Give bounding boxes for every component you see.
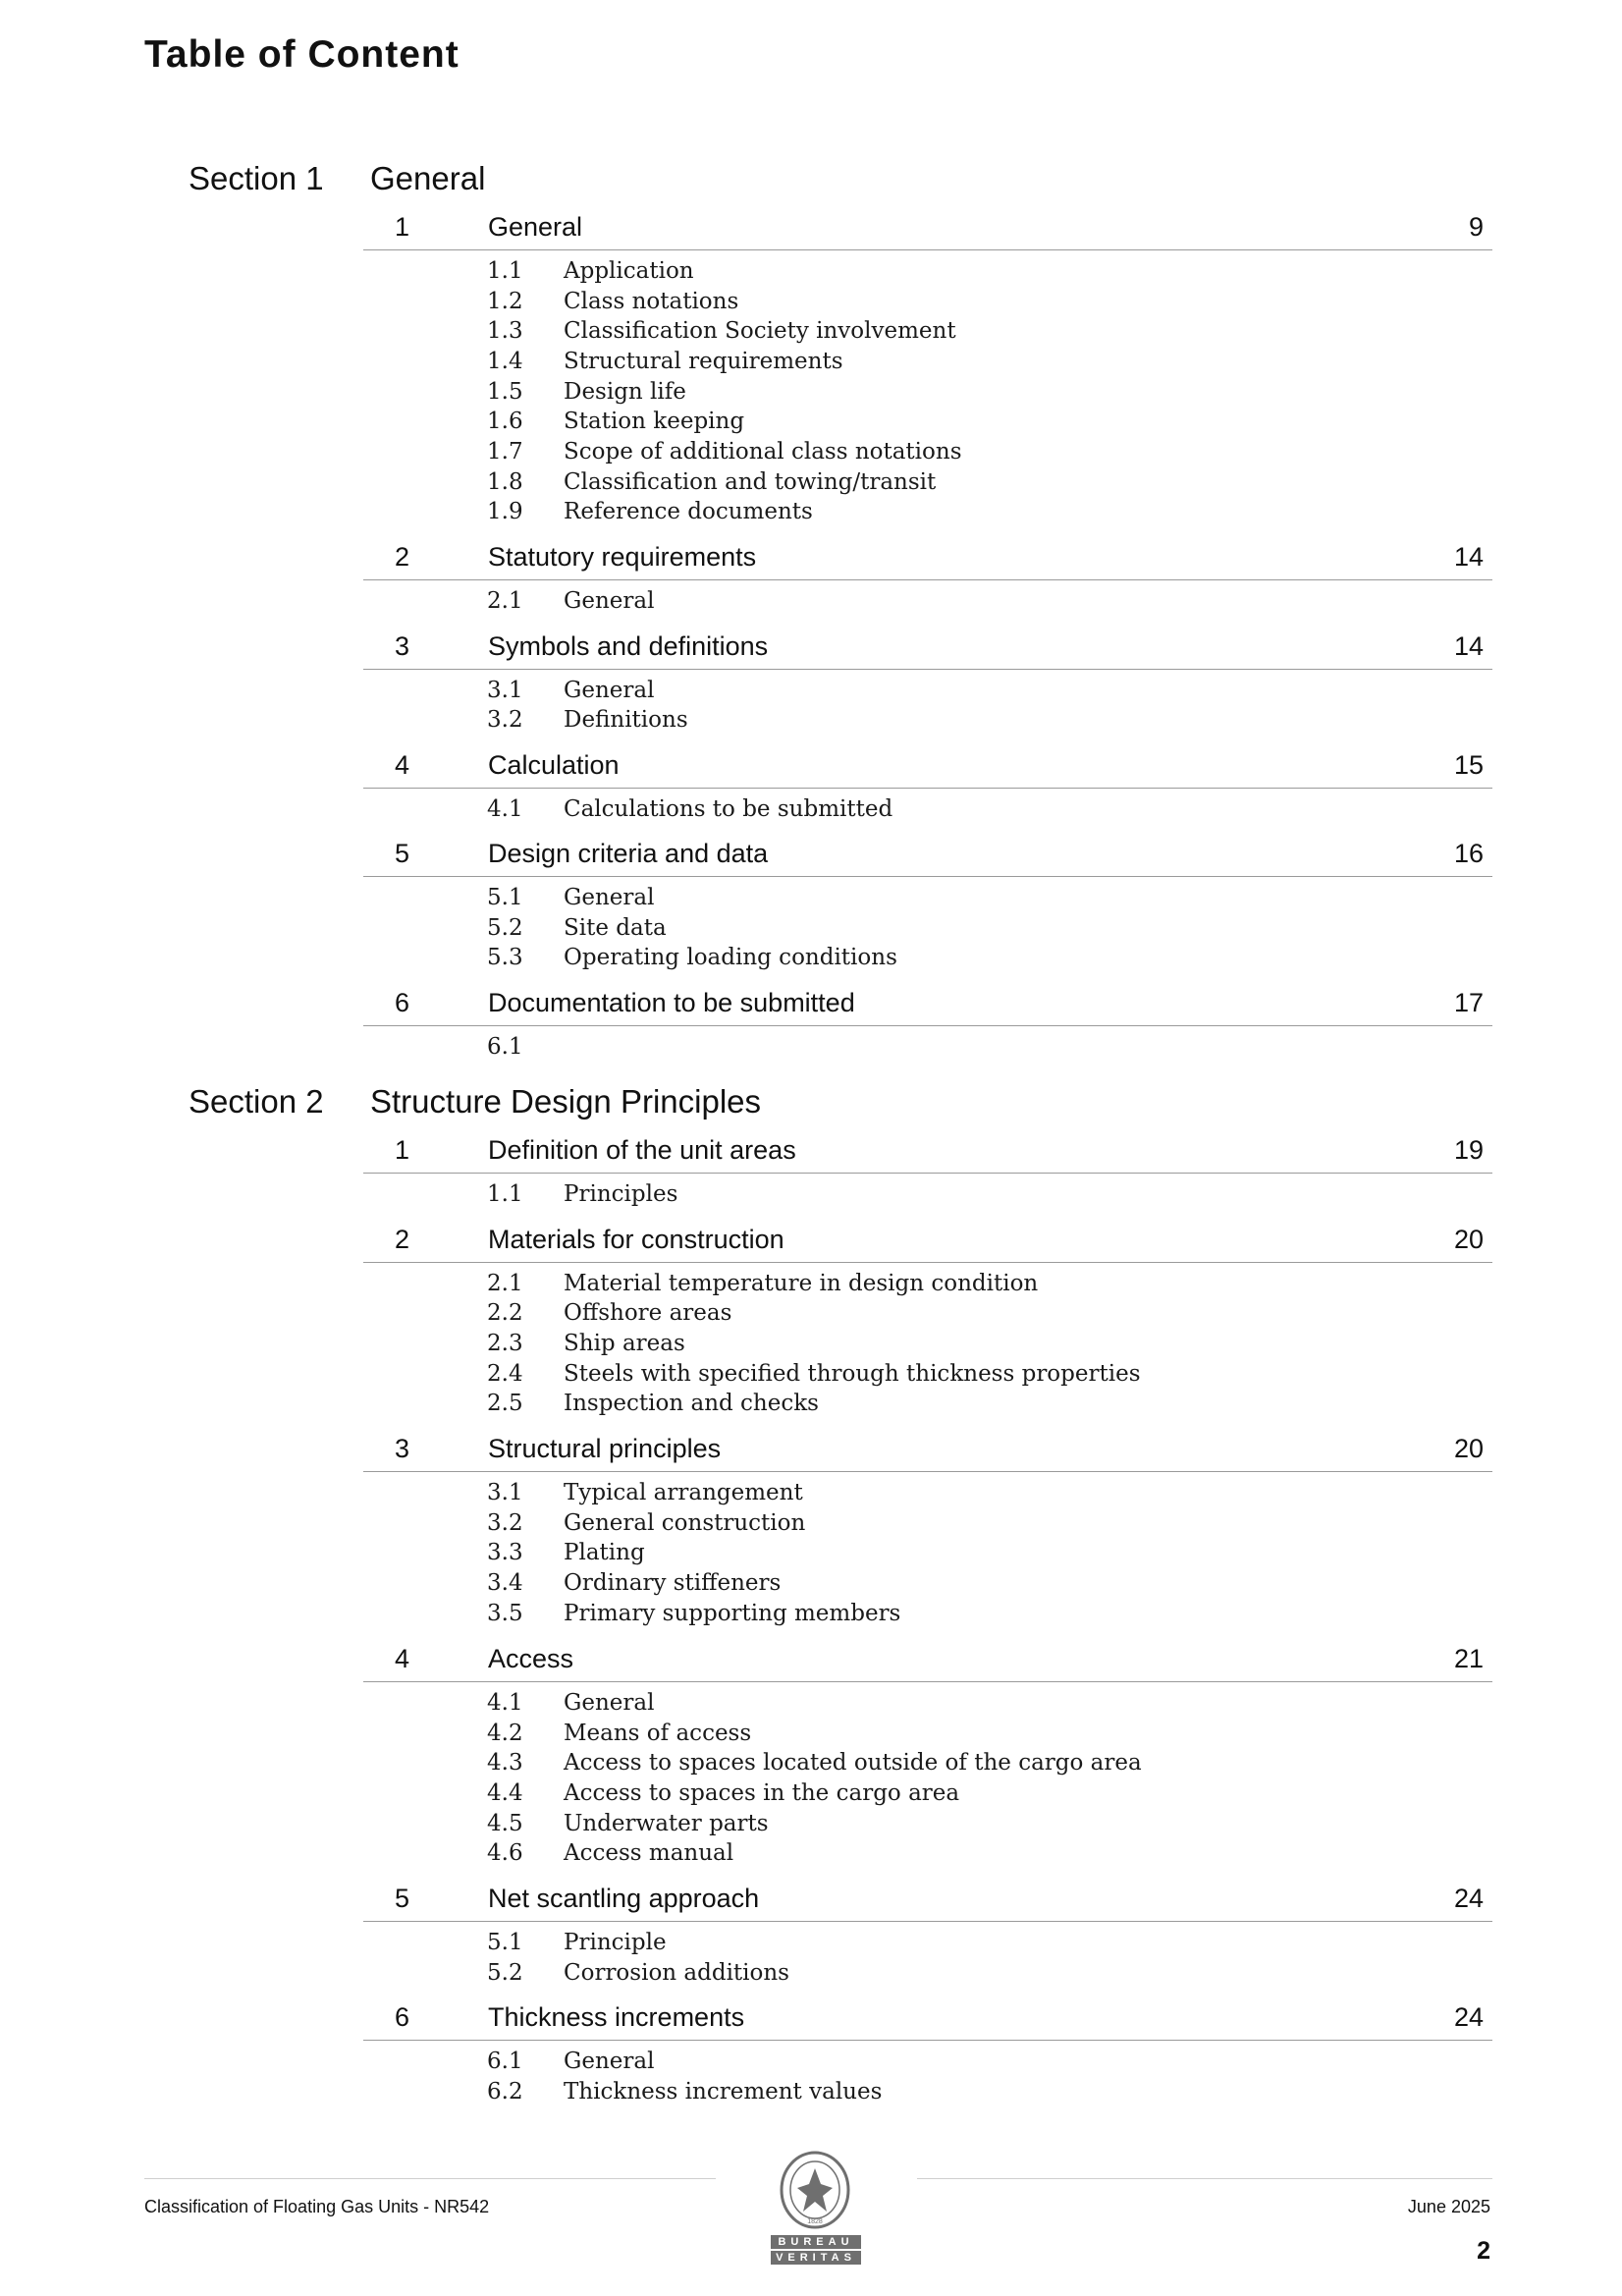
item-title: Scope of additional class notations: [564, 439, 962, 465]
section-label: Section 1: [189, 160, 324, 196]
item-number: 4.3: [487, 1750, 523, 1776]
item-number: 5.1: [487, 1930, 523, 1955]
toc-chapter-s1-5[interactable]: [363, 831, 1492, 877]
item-title: Corrosion additions: [564, 1960, 789, 1986]
page-number: 2: [1477, 2237, 1490, 2265]
item-title: General: [564, 2049, 655, 2074]
toc-item[interactable]: [0, 913, 1622, 943]
item-number: 5.2: [487, 915, 523, 941]
chapter-page: 14: [1453, 542, 1484, 572]
item-title: Access to spaces located outside of the cargo area: [564, 1750, 1142, 1776]
footer-divider-left: [144, 2178, 716, 2179]
toc-chapter-s2-4[interactable]: [363, 1636, 1492, 1682]
toc-item[interactable]: [0, 1359, 1622, 1389]
toc-item[interactable]: [0, 256, 1622, 286]
item-number: 3.4: [487, 1570, 523, 1596]
item-title: Class notations: [564, 289, 739, 314]
toc-item[interactable]: [0, 2047, 1622, 2076]
page-title: Table of Content: [144, 33, 460, 76]
item-number: 2.2: [487, 1300, 523, 1326]
item-title: General: [564, 588, 655, 614]
toc-item[interactable]: [0, 1329, 1622, 1358]
footer-divider-right: [917, 2178, 1492, 2179]
item-number: 3.2: [487, 1510, 523, 1536]
item-title: Definitions: [564, 707, 688, 733]
toc-chapter-s1-3[interactable]: [363, 624, 1492, 670]
toc-item[interactable]: [0, 1719, 1622, 1748]
section-title: General: [370, 160, 486, 196]
item-number: 6.1: [487, 1034, 523, 1060]
item-number: 3.2: [487, 707, 523, 733]
toc-item[interactable]: [0, 705, 1622, 735]
chapter-page: 16: [1453, 839, 1484, 868]
toc-item[interactable]: [0, 1389, 1622, 1418]
item-number: 2.4: [487, 1361, 523, 1387]
toc-chapter-s1-2[interactable]: [363, 534, 1492, 580]
chapter-title: Structural principles: [488, 1434, 722, 1463]
item-title: General: [564, 885, 655, 910]
section-2-header: [0, 1082, 1622, 1121]
toc-item[interactable]: [0, 1958, 1622, 1988]
toc-item[interactable]: [0, 1478, 1622, 1507]
item-title: Thickness increment values: [564, 2079, 883, 2105]
item-number: 4.6: [487, 1840, 523, 1866]
item-title: Primary supporting members: [564, 1601, 901, 1626]
toc-item[interactable]: [0, 407, 1622, 436]
item-number: 1.3: [487, 318, 523, 344]
chapter-number: 5: [395, 1884, 410, 1913]
chapter-page: 15: [1453, 750, 1484, 780]
item-title: Principle: [564, 1930, 667, 1955]
chapter-number: 1: [395, 1135, 410, 1165]
item-number: 2.5: [487, 1391, 523, 1416]
item-title: Station keeping: [564, 409, 745, 434]
chapter-page: 20: [1453, 1434, 1484, 1463]
toc-item[interactable]: [0, 467, 1622, 497]
item-number: 1.1: [487, 1181, 523, 1207]
item-number: 5.1: [487, 885, 523, 910]
item-number: 4.4: [487, 1780, 523, 1806]
toc-item[interactable]: [0, 883, 1622, 912]
section-label: Section 2: [189, 1083, 324, 1120]
item-number: 6.1: [487, 2049, 523, 2074]
toc-item[interactable]: [0, 1809, 1622, 1838]
toc-item[interactable]: [0, 1179, 1622, 1209]
toc-chapter-s2-1[interactable]: [363, 1127, 1492, 1174]
item-title: Structural requirements: [564, 349, 843, 374]
item-title: Typical arrangement: [564, 1480, 803, 1505]
item-number: 5.2: [487, 1960, 523, 1986]
toc-chapter-s2-3[interactable]: [363, 1426, 1492, 1472]
toc-item[interactable]: [0, 1032, 1622, 1062]
chapter-title: Statutory requirements: [488, 542, 757, 572]
item-title: Ordinary stiffeners: [564, 1570, 782, 1596]
item-title: Site data: [564, 915, 667, 941]
toc-chapter-s1-1[interactable]: [363, 204, 1492, 250]
toc-chapter-s2-5[interactable]: [363, 1876, 1492, 1922]
logo-band-bottom: VERITAS: [771, 2251, 861, 2265]
toc-item[interactable]: [0, 586, 1622, 616]
toc-item[interactable]: [0, 1538, 1622, 1567]
item-number: 1.5: [487, 379, 523, 405]
chapter-title: General: [488, 212, 583, 242]
toc-item[interactable]: [0, 1568, 1622, 1598]
item-title: General: [564, 678, 655, 703]
item-title: General: [564, 1690, 655, 1716]
item-number: 3.1: [487, 678, 523, 703]
item-number: 2.1: [487, 1271, 523, 1296]
chapter-page: 17: [1453, 988, 1484, 1017]
toc-chapter-s1-6[interactable]: [363, 980, 1492, 1026]
item-number: 2.1: [487, 588, 523, 614]
toc-item[interactable]: [0, 1838, 1622, 1868]
chapter-number: 2: [395, 1225, 410, 1254]
toc-item[interactable]: [0, 1508, 1622, 1538]
item-title: Ship areas: [564, 1331, 685, 1356]
item-title: Plating: [564, 1540, 645, 1565]
item-title: Access to spaces in the cargo area: [564, 1780, 960, 1806]
item-title: Principles: [564, 1181, 678, 1207]
item-number: 4.1: [487, 1690, 523, 1716]
toc-item[interactable]: [0, 377, 1622, 407]
chapter-page: 21: [1453, 1644, 1484, 1673]
item-title: Application: [564, 258, 694, 284]
toc-chapter-s1-4[interactable]: [363, 742, 1492, 789]
toc-chapter-s2-2[interactable]: [363, 1217, 1492, 1263]
toc-item[interactable]: [0, 437, 1622, 466]
toc-item[interactable]: [0, 347, 1622, 376]
chapter-number: 5: [395, 839, 410, 868]
item-title: Steels with specified through thickness properties: [564, 1361, 1141, 1387]
item-number: 3.1: [487, 1480, 523, 1505]
toc-item[interactable]: [0, 676, 1622, 705]
chapter-title: Definition of the unit areas: [488, 1135, 796, 1165]
item-title: Design life: [564, 379, 686, 405]
item-title: General construction: [564, 1510, 806, 1536]
logo-band-top: BUREAU: [771, 2235, 861, 2249]
item-number: 6.2: [487, 2079, 523, 2105]
item-number: 1.9: [487, 499, 523, 524]
item-title: Reference documents: [564, 499, 813, 524]
item-title: Access manual: [564, 1840, 734, 1866]
footer-date: June 2025: [1407, 2197, 1490, 2216]
toc-item[interactable]: [0, 1928, 1622, 1957]
chapter-title: Access: [488, 1644, 574, 1673]
chapter-number: 2: [395, 542, 410, 572]
footer-document-title: Classification of Floating Gas Units - NR542: [144, 2197, 490, 2216]
item-title: Operating loading conditions: [564, 945, 897, 970]
item-number: 4.1: [487, 796, 523, 822]
chapter-number: 1: [395, 212, 410, 242]
toc-item[interactable]: [0, 1599, 1622, 1628]
item-number: 1.2: [487, 289, 523, 314]
toc-item[interactable]: [0, 794, 1622, 824]
chapter-number: 3: [395, 1434, 410, 1463]
toc-item[interactable]: [0, 287, 1622, 316]
toc-chapter-s2-6[interactable]: [363, 1995, 1492, 2041]
item-title: Calculations to be submitted: [564, 796, 893, 822]
item-number: 1.6: [487, 409, 523, 434]
item-number: 4.2: [487, 1721, 523, 1746]
item-title: Underwater parts: [564, 1811, 769, 1836]
item-number: 1.7: [487, 439, 523, 465]
item-title: Inspection and checks: [564, 1391, 819, 1416]
chapter-number: 3: [395, 631, 410, 661]
chapter-title: Net scantling approach: [488, 1884, 760, 1913]
item-number: 1.8: [487, 469, 523, 495]
item-number: 4.5: [487, 1811, 523, 1836]
item-title: Classification Society involvement: [564, 318, 956, 344]
chapter-page: 9: [1468, 212, 1484, 242]
item-title: Material temperature in design condition: [564, 1271, 1039, 1296]
item-number: 5.3: [487, 945, 523, 970]
chapter-number: 4: [395, 1644, 410, 1673]
chapter-title: Calculation: [488, 750, 620, 780]
toc-item[interactable]: [0, 943, 1622, 972]
chapter-title: Materials for construction: [488, 1225, 784, 1254]
svg-text:1828: 1828: [807, 2218, 823, 2225]
chapter-title: Design criteria and data: [488, 839, 769, 868]
chapter-title: Thickness increments: [488, 2002, 745, 2032]
item-title: Means of access: [564, 1721, 752, 1746]
toc-item[interactable]: [0, 1778, 1622, 1808]
chapter-page: 20: [1453, 1225, 1484, 1254]
chapter-title: Symbols and definitions: [488, 631, 769, 661]
item-title: Classification and towing/transit: [564, 469, 937, 495]
item-number: 2.3: [487, 1331, 523, 1356]
item-number: 1.4: [487, 349, 523, 374]
section-title: Structure Design Principles: [370, 1083, 761, 1120]
item-number: 3.3: [487, 1540, 523, 1565]
toc-item[interactable]: [0, 2077, 1622, 2106]
toc-item[interactable]: [0, 316, 1622, 346]
chapter-number: 6: [395, 2002, 410, 2032]
chapter-number: 6: [395, 988, 410, 1017]
toc-item[interactable]: [0, 497, 1622, 526]
bureau-veritas-logo: [766, 2151, 864, 2267]
chapter-page: 24: [1453, 1884, 1484, 1913]
chapter-page: 14: [1453, 631, 1484, 661]
chapter-page: 24: [1453, 2002, 1484, 2032]
section-1-header: [0, 159, 1622, 198]
toc-item[interactable]: [0, 1748, 1622, 1777]
chapter-title: Documentation to be submitted: [488, 988, 855, 1017]
chapter-page: 19: [1453, 1135, 1484, 1165]
item-title: Offshore areas: [564, 1300, 732, 1326]
item-number: 1.1: [487, 258, 523, 284]
toc-item[interactable]: [0, 1298, 1622, 1328]
toc-item[interactable]: [0, 1688, 1622, 1718]
chapter-number: 4: [395, 750, 410, 780]
item-number: 3.5: [487, 1601, 523, 1626]
toc-item[interactable]: [0, 1269, 1622, 1298]
